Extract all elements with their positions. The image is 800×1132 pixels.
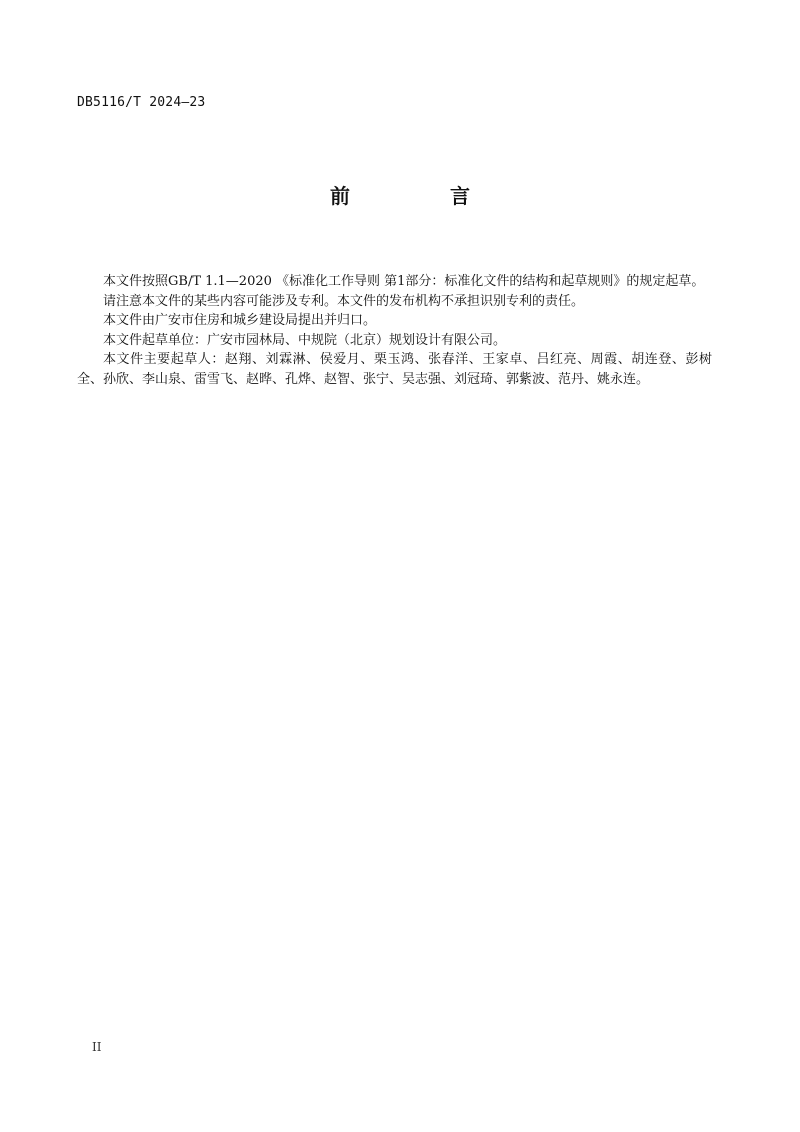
document-body [77,272,712,389]
paragraph-drafting-units: 本文件起草单位：广安市园林局、中规院（北京）规划设计有限公司。 [103,332,507,348]
paragraph-drafting-rules: 本文件按照GB/T 1.1—2020 《标准化工作导则 第1部分：标准化文件的结构和起草规则》的规定起草。 [103,274,705,289]
page-number: II [92,1040,102,1054]
paragraph-proposer: 本文件由广安市住房和城乡建设局提出并归口。 [103,313,377,328]
paragraph-patent-notice: 请注意本文件的某些内容可能涉及专利。本文件的发布机构不承担识别专利的责任。 [103,293,585,309]
document-code: DB5116/T 2024—23 [77,95,206,110]
paragraph-drafters: 本文件主要起草人：赵翔、刘霖淋、侯爱月、栗玉鸿、张春洋、王家卓、吕红亮、周霞、胡连登、彭树全、孙欣、李山泉、雷雪飞、赵晔、孔烨、赵智、张宁、吴志强、刘冠琦、郭紫波、范丹、姚永连。 [77,352,712,387]
page-title: 前 言 [330,184,510,208]
